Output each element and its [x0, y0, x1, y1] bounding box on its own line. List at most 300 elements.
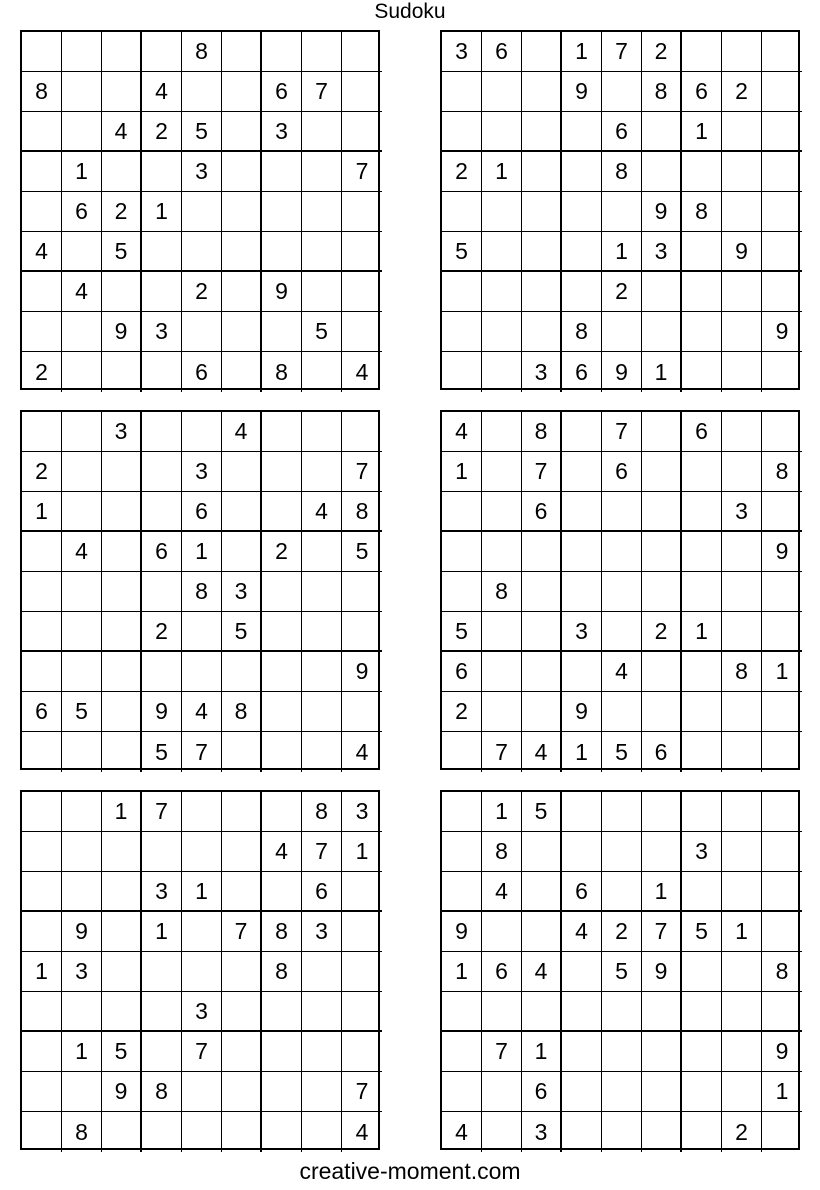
sudoku-empty-cell[interactable]: [102, 652, 142, 692]
sudoku-empty-cell[interactable]: [762, 492, 802, 532]
sudoku-empty-cell[interactable]: [482, 492, 522, 532]
sudoku-empty-cell[interactable]: [482, 1112, 522, 1152]
sudoku-empty-cell[interactable]: [22, 112, 62, 152]
sudoku-empty-cell[interactable]: [302, 612, 342, 652]
sudoku-empty-cell[interactable]: [22, 1032, 62, 1072]
sudoku-empty-cell[interactable]: [602, 312, 642, 352]
sudoku-empty-cell[interactable]: [102, 492, 142, 532]
sudoku-empty-cell[interactable]: [482, 232, 522, 272]
sudoku-empty-cell[interactable]: [182, 792, 222, 832]
sudoku-empty-cell[interactable]: [342, 692, 382, 732]
sudoku-empty-cell[interactable]: [302, 232, 342, 272]
sudoku-empty-cell[interactable]: [302, 1072, 342, 1112]
sudoku-empty-cell[interactable]: [22, 992, 62, 1032]
sudoku-empty-cell[interactable]: [262, 1112, 302, 1152]
sudoku-empty-cell[interactable]: [222, 1112, 262, 1152]
sudoku-empty-cell[interactable]: [222, 112, 262, 152]
sudoku-empty-cell[interactable]: [482, 112, 522, 152]
sudoku-empty-cell[interactable]: [102, 952, 142, 992]
sudoku-empty-cell[interactable]: [262, 1032, 302, 1072]
sudoku-empty-cell[interactable]: [442, 192, 482, 232]
sudoku-empty-cell[interactable]: [762, 1112, 802, 1152]
sudoku-empty-cell[interactable]: [302, 1032, 342, 1072]
sudoku-empty-cell[interactable]: [562, 112, 602, 152]
sudoku-empty-cell[interactable]: [442, 572, 482, 612]
sudoku-empty-cell[interactable]: [222, 792, 262, 832]
sudoku-empty-cell[interactable]: [602, 832, 642, 872]
sudoku-empty-cell[interactable]: [602, 792, 642, 832]
sudoku-empty-cell[interactable]: [182, 912, 222, 952]
sudoku-empty-cell[interactable]: [482, 912, 522, 952]
sudoku-empty-cell[interactable]: [182, 1072, 222, 1112]
sudoku-empty-cell[interactable]: [142, 492, 182, 532]
sudoku-empty-cell[interactable]: [522, 692, 562, 732]
sudoku-empty-cell[interactable]: [342, 572, 382, 612]
sudoku-empty-cell[interactable]: [762, 232, 802, 272]
sudoku-empty-cell[interactable]: [302, 452, 342, 492]
sudoku-empty-cell[interactable]: [62, 992, 102, 1032]
sudoku-empty-cell[interactable]: [142, 272, 182, 312]
sudoku-empty-cell[interactable]: [142, 352, 182, 392]
sudoku-empty-cell[interactable]: [262, 232, 302, 272]
sudoku-empty-cell[interactable]: [682, 32, 722, 72]
sudoku-empty-cell[interactable]: [762, 192, 802, 232]
sudoku-empty-cell[interactable]: [762, 872, 802, 912]
sudoku-empty-cell[interactable]: [62, 352, 102, 392]
sudoku-empty-cell[interactable]: [522, 832, 562, 872]
sudoku-empty-cell[interactable]: [302, 152, 342, 192]
sudoku-empty-cell[interactable]: [22, 272, 62, 312]
sudoku-empty-cell[interactable]: [302, 352, 342, 392]
sudoku-empty-cell[interactable]: [102, 532, 142, 572]
sudoku-empty-cell[interactable]: [182, 412, 222, 452]
sudoku-empty-cell[interactable]: [562, 232, 602, 272]
sudoku-empty-cell[interactable]: [102, 272, 142, 312]
sudoku-empty-cell[interactable]: [22, 1112, 62, 1152]
sudoku-empty-cell[interactable]: [302, 692, 342, 732]
sudoku-empty-cell[interactable]: [562, 152, 602, 192]
sudoku-empty-cell[interactable]: [102, 32, 142, 72]
sudoku-empty-cell[interactable]: [222, 72, 262, 112]
sudoku-empty-cell[interactable]: [522, 152, 562, 192]
sudoku-empty-cell[interactable]: [102, 612, 142, 652]
sudoku-empty-cell[interactable]: [442, 792, 482, 832]
sudoku-empty-cell[interactable]: [302, 572, 342, 612]
sudoku-empty-cell[interactable]: [482, 412, 522, 452]
sudoku-empty-cell[interactable]: [62, 572, 102, 612]
sudoku-empty-cell[interactable]: [562, 832, 602, 872]
sudoku-empty-cell[interactable]: [222, 192, 262, 232]
sudoku-empty-cell[interactable]: [642, 492, 682, 532]
sudoku-empty-cell[interactable]: [142, 1032, 182, 1072]
sudoku-empty-cell[interactable]: [62, 612, 102, 652]
sudoku-empty-cell[interactable]: [642, 692, 682, 732]
sudoku-empty-cell[interactable]: [722, 312, 762, 352]
sudoku-empty-cell[interactable]: [442, 832, 482, 872]
sudoku-empty-cell[interactable]: [562, 412, 602, 452]
sudoku-empty-cell[interactable]: [22, 412, 62, 452]
sudoku-empty-cell[interactable]: [102, 1112, 142, 1152]
sudoku-empty-cell[interactable]: [722, 352, 762, 392]
sudoku-empty-cell[interactable]: [602, 72, 642, 112]
sudoku-empty-cell[interactable]: [102, 152, 142, 192]
sudoku-empty-cell[interactable]: [182, 312, 222, 352]
sudoku-empty-cell[interactable]: [182, 72, 222, 112]
sudoku-empty-cell[interactable]: [522, 192, 562, 232]
sudoku-empty-cell[interactable]: [342, 112, 382, 152]
sudoku-empty-cell[interactable]: [302, 652, 342, 692]
sudoku-empty-cell[interactable]: [62, 312, 102, 352]
sudoku-empty-cell[interactable]: [522, 232, 562, 272]
sudoku-empty-cell[interactable]: [142, 572, 182, 612]
sudoku-empty-cell[interactable]: [262, 492, 302, 532]
sudoku-empty-cell[interactable]: [262, 652, 302, 692]
sudoku-empty-cell[interactable]: [682, 732, 722, 772]
sudoku-empty-cell[interactable]: [22, 1072, 62, 1112]
sudoku-empty-cell[interactable]: [722, 952, 762, 992]
sudoku-empty-cell[interactable]: [762, 272, 802, 312]
sudoku-empty-cell[interactable]: [722, 192, 762, 232]
sudoku-empty-cell[interactable]: [342, 412, 382, 452]
sudoku-empty-cell[interactable]: [642, 1072, 682, 1112]
sudoku-empty-cell[interactable]: [762, 732, 802, 772]
sudoku-empty-cell[interactable]: [102, 912, 142, 952]
sudoku-empty-cell[interactable]: [722, 872, 762, 912]
sudoku-empty-cell[interactable]: [62, 72, 102, 112]
sudoku-empty-cell[interactable]: [522, 32, 562, 72]
sudoku-empty-cell[interactable]: [442, 272, 482, 312]
sudoku-empty-cell[interactable]: [302, 112, 342, 152]
sudoku-empty-cell[interactable]: [62, 32, 102, 72]
sudoku-empty-cell[interactable]: [522, 612, 562, 652]
sudoku-empty-cell[interactable]: [682, 872, 722, 912]
sudoku-empty-cell[interactable]: [762, 992, 802, 1032]
sudoku-empty-cell[interactable]: [642, 412, 682, 452]
sudoku-empty-cell[interactable]: [222, 352, 262, 392]
sudoku-empty-cell[interactable]: [182, 612, 222, 652]
sudoku-empty-cell[interactable]: [602, 1032, 642, 1072]
sudoku-empty-cell[interactable]: [142, 992, 182, 1032]
sudoku-empty-cell[interactable]: [262, 312, 302, 352]
sudoku-empty-cell[interactable]: [22, 612, 62, 652]
sudoku-empty-cell[interactable]: [262, 412, 302, 452]
sudoku-empty-cell[interactable]: [342, 992, 382, 1032]
sudoku-empty-cell[interactable]: [602, 572, 642, 612]
sudoku-empty-cell[interactable]: [682, 572, 722, 612]
sudoku-empty-cell[interactable]: [602, 872, 642, 912]
sudoku-empty-cell[interactable]: [262, 1072, 302, 1112]
sudoku-empty-cell[interactable]: [262, 992, 302, 1032]
sudoku-empty-cell[interactable]: [142, 412, 182, 452]
sudoku-empty-cell[interactable]: [682, 792, 722, 832]
sudoku-empty-cell[interactable]: [602, 692, 642, 732]
sudoku-empty-cell[interactable]: [182, 232, 222, 272]
sudoku-empty-cell[interactable]: [62, 832, 102, 872]
sudoku-empty-cell[interactable]: [682, 952, 722, 992]
sudoku-empty-cell[interactable]: [682, 652, 722, 692]
sudoku-empty-cell[interactable]: [22, 32, 62, 72]
sudoku-empty-cell[interactable]: [562, 652, 602, 692]
sudoku-empty-cell[interactable]: [722, 1032, 762, 1072]
sudoku-empty-cell[interactable]: [102, 72, 142, 112]
sudoku-empty-cell[interactable]: [222, 652, 262, 692]
sudoku-empty-cell[interactable]: [522, 912, 562, 952]
sudoku-empty-cell[interactable]: [102, 832, 142, 872]
sudoku-empty-cell[interactable]: [262, 792, 302, 832]
sudoku-empty-cell[interactable]: [642, 452, 682, 492]
sudoku-empty-cell[interactable]: [262, 192, 302, 232]
sudoku-empty-cell[interactable]: [602, 992, 642, 1032]
sudoku-empty-cell[interactable]: [522, 72, 562, 112]
sudoku-empty-cell[interactable]: [562, 792, 602, 832]
sudoku-empty-cell[interactable]: [442, 992, 482, 1032]
sudoku-empty-cell[interactable]: [682, 1032, 722, 1072]
sudoku-empty-cell[interactable]: [302, 272, 342, 312]
sudoku-empty-cell[interactable]: [262, 572, 302, 612]
sudoku-empty-cell[interactable]: [62, 732, 102, 772]
sudoku-empty-cell[interactable]: [762, 352, 802, 392]
sudoku-empty-cell[interactable]: [722, 272, 762, 312]
sudoku-empty-cell[interactable]: [102, 872, 142, 912]
sudoku-empty-cell[interactable]: [182, 832, 222, 872]
sudoku-empty-cell[interactable]: [562, 952, 602, 992]
sudoku-empty-cell[interactable]: [222, 32, 262, 72]
sudoku-empty-cell[interactable]: [722, 32, 762, 72]
sudoku-empty-cell[interactable]: [642, 1032, 682, 1072]
sudoku-empty-cell[interactable]: [342, 612, 382, 652]
sudoku-empty-cell[interactable]: [222, 532, 262, 572]
sudoku-empty-cell[interactable]: [562, 1112, 602, 1152]
sudoku-empty-cell[interactable]: [342, 32, 382, 72]
sudoku-empty-cell[interactable]: [482, 692, 522, 732]
sudoku-empty-cell[interactable]: [442, 872, 482, 912]
sudoku-empty-cell[interactable]: [642, 1112, 682, 1152]
sudoku-empty-cell[interactable]: [142, 152, 182, 192]
sudoku-empty-cell[interactable]: [642, 152, 682, 192]
sudoku-empty-cell[interactable]: [722, 832, 762, 872]
sudoku-empty-cell[interactable]: [682, 452, 722, 492]
sudoku-empty-cell[interactable]: [722, 152, 762, 192]
sudoku-empty-cell[interactable]: [62, 652, 102, 692]
sudoku-empty-cell[interactable]: [62, 232, 102, 272]
sudoku-empty-cell[interactable]: [22, 312, 62, 352]
sudoku-empty-cell[interactable]: [642, 792, 682, 832]
sudoku-empty-cell[interactable]: [682, 152, 722, 192]
sudoku-empty-cell[interactable]: [682, 692, 722, 732]
sudoku-empty-cell[interactable]: [522, 112, 562, 152]
sudoku-empty-cell[interactable]: [522, 312, 562, 352]
sudoku-empty-cell[interactable]: [682, 232, 722, 272]
sudoku-empty-cell[interactable]: [642, 992, 682, 1032]
sudoku-empty-cell[interactable]: [442, 352, 482, 392]
sudoku-empty-cell[interactable]: [482, 612, 522, 652]
sudoku-empty-cell[interactable]: [442, 1032, 482, 1072]
sudoku-empty-cell[interactable]: [722, 412, 762, 452]
sudoku-empty-cell[interactable]: [222, 152, 262, 192]
sudoku-empty-cell[interactable]: [182, 192, 222, 232]
sudoku-empty-cell[interactable]: [522, 532, 562, 572]
sudoku-empty-cell[interactable]: [62, 492, 102, 532]
sudoku-empty-cell[interactable]: [642, 532, 682, 572]
sudoku-empty-cell[interactable]: [222, 452, 262, 492]
sudoku-empty-cell[interactable]: [22, 872, 62, 912]
sudoku-empty-cell[interactable]: [182, 952, 222, 992]
sudoku-empty-cell[interactable]: [762, 832, 802, 872]
sudoku-empty-cell[interactable]: [342, 272, 382, 312]
sudoku-empty-cell[interactable]: [22, 652, 62, 692]
sudoku-empty-cell[interactable]: [102, 732, 142, 772]
sudoku-empty-cell[interactable]: [222, 492, 262, 532]
sudoku-empty-cell[interactable]: [642, 312, 682, 352]
sudoku-empty-cell[interactable]: [522, 992, 562, 1032]
sudoku-empty-cell[interactable]: [222, 992, 262, 1032]
sudoku-empty-cell[interactable]: [262, 692, 302, 732]
sudoku-empty-cell[interactable]: [722, 1072, 762, 1112]
sudoku-empty-cell[interactable]: [722, 992, 762, 1032]
sudoku-empty-cell[interactable]: [22, 832, 62, 872]
sudoku-empty-cell[interactable]: [522, 652, 562, 692]
sudoku-empty-cell[interactable]: [142, 652, 182, 692]
sudoku-empty-cell[interactable]: [562, 532, 602, 572]
sudoku-empty-cell[interactable]: [62, 452, 102, 492]
sudoku-empty-cell[interactable]: [762, 72, 802, 112]
sudoku-empty-cell[interactable]: [482, 192, 522, 232]
sudoku-empty-cell[interactable]: [262, 32, 302, 72]
sudoku-empty-cell[interactable]: [182, 1112, 222, 1152]
sudoku-empty-cell[interactable]: [722, 692, 762, 732]
sudoku-empty-cell[interactable]: [62, 792, 102, 832]
sudoku-empty-cell[interactable]: [302, 992, 342, 1032]
sudoku-empty-cell[interactable]: [142, 232, 182, 272]
sudoku-empty-cell[interactable]: [602, 1072, 642, 1112]
sudoku-empty-cell[interactable]: [682, 1112, 722, 1152]
sudoku-empty-cell[interactable]: [22, 152, 62, 192]
sudoku-empty-cell[interactable]: [762, 792, 802, 832]
sudoku-empty-cell[interactable]: [482, 452, 522, 492]
sudoku-empty-cell[interactable]: [442, 312, 482, 352]
sudoku-empty-cell[interactable]: [602, 192, 642, 232]
sudoku-empty-cell[interactable]: [102, 692, 142, 732]
sudoku-empty-cell[interactable]: [722, 612, 762, 652]
sudoku-empty-cell[interactable]: [682, 492, 722, 532]
sudoku-empty-cell[interactable]: [302, 952, 342, 992]
sudoku-empty-cell[interactable]: [342, 72, 382, 112]
sudoku-empty-cell[interactable]: [482, 532, 522, 572]
sudoku-empty-cell[interactable]: [302, 732, 342, 772]
sudoku-empty-cell[interactable]: [302, 1112, 342, 1152]
sudoku-empty-cell[interactable]: [22, 912, 62, 952]
sudoku-empty-cell[interactable]: [342, 192, 382, 232]
sudoku-empty-cell[interactable]: [142, 32, 182, 72]
sudoku-empty-cell[interactable]: [302, 532, 342, 572]
sudoku-empty-cell[interactable]: [102, 992, 142, 1032]
sudoku-empty-cell[interactable]: [562, 492, 602, 532]
sudoku-empty-cell[interactable]: [642, 652, 682, 692]
sudoku-empty-cell[interactable]: [22, 732, 62, 772]
sudoku-empty-cell[interactable]: [482, 652, 522, 692]
sudoku-empty-cell[interactable]: [262, 872, 302, 912]
sudoku-empty-cell[interactable]: [142, 452, 182, 492]
sudoku-empty-cell[interactable]: [262, 612, 302, 652]
sudoku-empty-cell[interactable]: [262, 452, 302, 492]
sudoku-empty-cell[interactable]: [762, 152, 802, 192]
sudoku-empty-cell[interactable]: [682, 1072, 722, 1112]
sudoku-empty-cell[interactable]: [142, 952, 182, 992]
sudoku-empty-cell[interactable]: [602, 612, 642, 652]
sudoku-empty-cell[interactable]: [342, 912, 382, 952]
sudoku-empty-cell[interactable]: [562, 572, 602, 612]
sudoku-empty-cell[interactable]: [642, 572, 682, 612]
sudoku-empty-cell[interactable]: [342, 1032, 382, 1072]
sudoku-empty-cell[interactable]: [522, 572, 562, 612]
sudoku-empty-cell[interactable]: [762, 612, 802, 652]
sudoku-empty-cell[interactable]: [682, 312, 722, 352]
sudoku-empty-cell[interactable]: [142, 1112, 182, 1152]
sudoku-empty-cell[interactable]: [102, 452, 142, 492]
sudoku-empty-cell[interactable]: [722, 732, 762, 772]
sudoku-empty-cell[interactable]: [142, 832, 182, 872]
sudoku-empty-cell[interactable]: [562, 192, 602, 232]
sudoku-empty-cell[interactable]: [562, 992, 602, 1032]
sudoku-empty-cell[interactable]: [722, 792, 762, 832]
sudoku-empty-cell[interactable]: [482, 272, 522, 312]
sudoku-empty-cell[interactable]: [222, 952, 262, 992]
sudoku-empty-cell[interactable]: [442, 112, 482, 152]
sudoku-empty-cell[interactable]: [302, 192, 342, 232]
sudoku-empty-cell[interactable]: [222, 1072, 262, 1112]
sudoku-empty-cell[interactable]: [722, 532, 762, 572]
sudoku-empty-cell[interactable]: [22, 192, 62, 232]
sudoku-empty-cell[interactable]: [302, 32, 342, 72]
sudoku-empty-cell[interactable]: [762, 112, 802, 152]
sudoku-empty-cell[interactable]: [762, 412, 802, 452]
sudoku-empty-cell[interactable]: [222, 272, 262, 312]
sudoku-empty-cell[interactable]: [482, 352, 522, 392]
sudoku-empty-cell[interactable]: [482, 992, 522, 1032]
sudoku-empty-cell[interactable]: [442, 492, 482, 532]
sudoku-empty-cell[interactable]: [342, 232, 382, 272]
sudoku-empty-cell[interactable]: [22, 532, 62, 572]
sudoku-empty-cell[interactable]: [722, 112, 762, 152]
sudoku-empty-cell[interactable]: [682, 272, 722, 312]
sudoku-empty-cell[interactable]: [222, 832, 262, 872]
sudoku-empty-cell[interactable]: [222, 312, 262, 352]
sudoku-empty-cell[interactable]: [442, 72, 482, 112]
sudoku-empty-cell[interactable]: [262, 152, 302, 192]
sudoku-empty-cell[interactable]: [722, 452, 762, 492]
sudoku-empty-cell[interactable]: [722, 572, 762, 612]
sudoku-empty-cell[interactable]: [602, 532, 642, 572]
sudoku-empty-cell[interactable]: [482, 72, 522, 112]
sudoku-empty-cell[interactable]: [642, 112, 682, 152]
sudoku-empty-cell[interactable]: [522, 872, 562, 912]
sudoku-empty-cell[interactable]: [682, 532, 722, 572]
sudoku-empty-cell[interactable]: [222, 232, 262, 272]
sudoku-empty-cell[interactable]: [222, 872, 262, 912]
sudoku-empty-cell[interactable]: [62, 872, 102, 912]
sudoku-empty-cell[interactable]: [682, 352, 722, 392]
sudoku-empty-cell[interactable]: [182, 652, 222, 692]
sudoku-empty-cell[interactable]: [222, 1032, 262, 1072]
sudoku-empty-cell[interactable]: [562, 1072, 602, 1112]
sudoku-empty-cell[interactable]: [482, 312, 522, 352]
sudoku-empty-cell[interactable]: [482, 1072, 522, 1112]
sudoku-empty-cell[interactable]: [102, 572, 142, 612]
sudoku-empty-cell[interactable]: [642, 832, 682, 872]
sudoku-empty-cell[interactable]: [642, 272, 682, 312]
sudoku-empty-cell[interactable]: [442, 732, 482, 772]
sudoku-empty-cell[interactable]: [602, 1112, 642, 1152]
